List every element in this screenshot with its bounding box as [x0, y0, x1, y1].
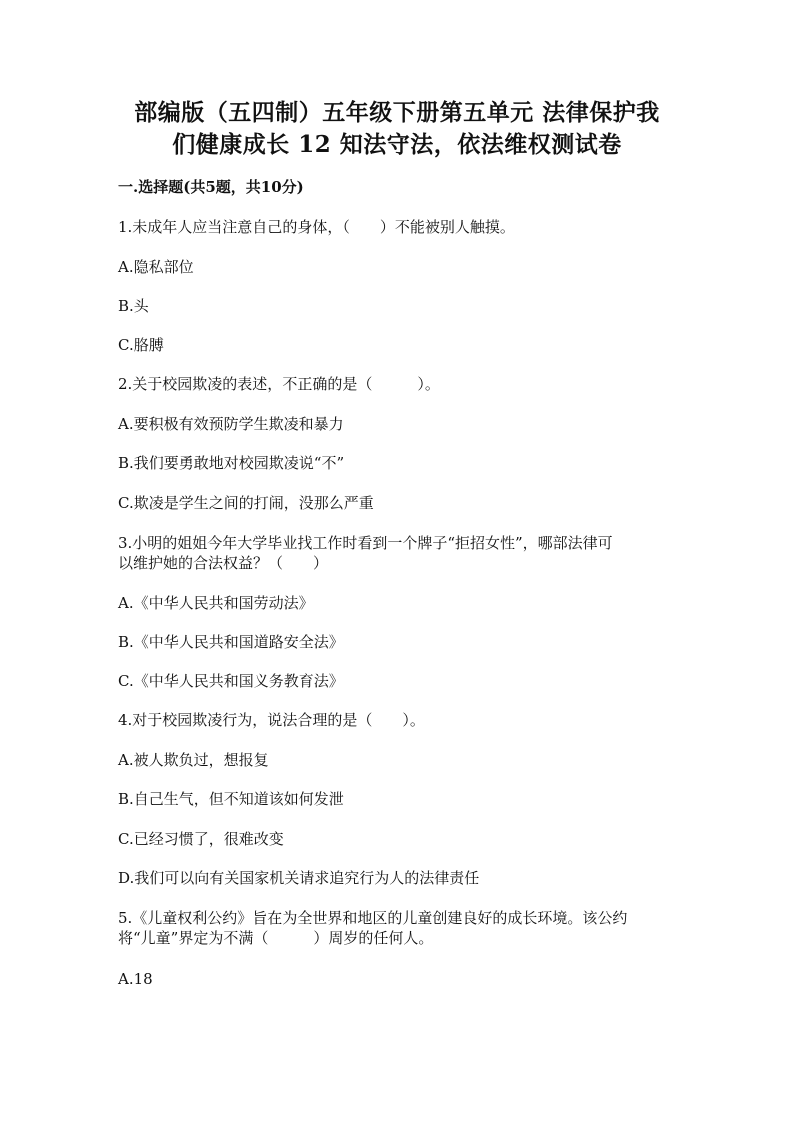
question-3-stem-line-2: 以维护她的合法权益？（ ） [118, 554, 329, 572]
question-5-stem-line-2: 将“儿童”界定为不满（ ）周岁的任何人。 [118, 929, 434, 947]
question-2-stem: 2.关于校园欺凌的表述，不正确的是（ ）。 [118, 375, 440, 393]
section-heading: 一.选择题(共5题，共10分) [118, 178, 304, 196]
question-1-option-b: B.头 [118, 297, 149, 315]
question-2-option-b: B.我们要勇敢地对校园欺凌说“不” [118, 454, 345, 472]
question-2-option-c: C.欺凌是学生之间的打闹，没那么严重 [118, 494, 374, 512]
document-title-line-2: 们健康成长 12 知法守法，依法维权测试卷 [172, 131, 622, 158]
question-5-option-a: A.18 [118, 970, 153, 988]
question-4-option-b: B.自己生气，但不知道该如何发泄 [118, 790, 344, 808]
question-4-option-c: C.已经习惯了，很难改变 [118, 830, 284, 848]
question-5-stem-line-1: 5.《儿童权利公约》旨在为全世界和地区的儿童创建良好的成长环境。该公约 [118, 909, 628, 927]
question-3-option-c: C.《中华人民共和国义务教育法》 [118, 672, 344, 690]
question-1-option-c: C.胳膊 [118, 336, 164, 354]
question-3-option-b: B.《中华人民共和国道路安全法》 [118, 633, 344, 651]
question-4-option-a: A.被人欺负过，想报复 [118, 751, 269, 769]
question-4-option-d: D.我们可以向有关国家机关请求追究行为人的法律责任 [118, 869, 480, 887]
question-3-stem-line-1: 3.小明的姐姐今年大学毕业找工作时看到一个牌子“拒招女性”，哪部法律可 [118, 534, 613, 552]
document-title-line-1: 部编版（五四制）五年级下册第五单元 法律保护我 [134, 99, 660, 126]
question-4-stem: 4.对于校园欺凌行为，说法合理的是（ ）。 [118, 711, 425, 729]
question-1-option-a: A.隐私部位 [118, 258, 194, 276]
question-3-option-a: A.《中华人民共和国劳动法》 [118, 594, 314, 612]
question-1-stem: 1.未成年人应当注意自己的身体，（ ）不能被别人触摸。 [118, 218, 515, 236]
question-2-option-a: A.要积极有效预防学生欺凌和暴力 [118, 415, 344, 433]
